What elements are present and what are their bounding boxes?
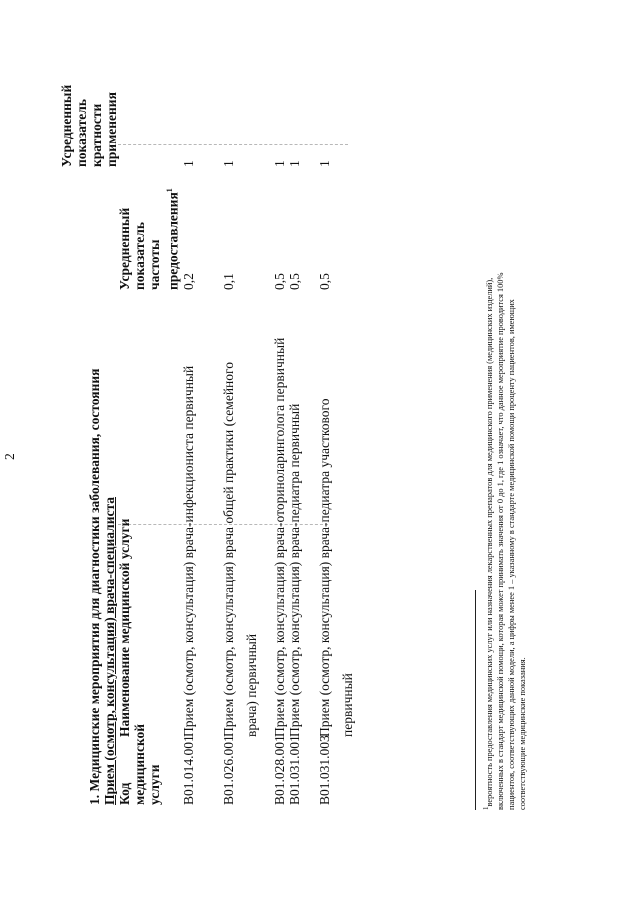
page-number: 2 [2, 453, 17, 460]
service-name: Прием (осмотр, консультация) врача-оториноларинголога первичный [272, 337, 287, 737]
service-name: Прием (осмотр, консультация) врача-инфекциониста первичный [181, 365, 196, 737]
service-code: B01.031.003 [317, 735, 332, 805]
service-code: B01.031.001 [287, 735, 302, 805]
service-code: B01.014.001 [181, 735, 196, 805]
multiplicity-value: 1 [181, 160, 196, 167]
frequency-value: 0,5 [317, 273, 332, 290]
header-multiplicity: Усредненный показатель кратности применения [59, 84, 119, 167]
footnote-marker: 1 [482, 806, 490, 810]
footnote-separator [475, 590, 476, 810]
service-code: B01.028.001 [272, 735, 287, 805]
multiplicity-value: 1 [221, 160, 236, 167]
service-name: Прием (осмотр, консультация) врача-педиатра участкового первичный [317, 398, 355, 737]
footnote-ref: 1 [165, 188, 174, 193]
header-frequency: Усредненный показатель частоты предоставления$^1$ [117, 188, 181, 290]
table-row [272, 735, 287, 805]
table-row [181, 735, 196, 805]
frequency-value: 0,1 [221, 273, 236, 290]
service-code: B01.026.001 [221, 735, 236, 805]
header-service-name: Наименование медицинской услуги [117, 518, 132, 737]
frequency-value: 0,5 [287, 273, 302, 290]
header-code: Код медицинской услуги [117, 723, 162, 805]
table-row [221, 735, 236, 805]
table-row [317, 735, 332, 805]
multiplicity-value: 1 [317, 160, 332, 167]
frequency-value: 0,5 [272, 273, 287, 290]
service-name: Прием (осмотр, консультация) врача-педиатра первичный [287, 403, 302, 737]
footnote: $^1$вероятность предоставления медицинских услуг или назначения лекарственных препаратов для медицинского применения (медицинских изделий), включенных в стандарт медицинской помощи, которая может принимать значения от 0 до 1, где 1 означает, что данное мероприятие проводится 100% пациентов, соответствующих данной модели, а цифры менее 1 – указанному в стандарте медицинской помощи проценту пациентов, имеющих соответствующие медицинские показания. [482, 272, 528, 810]
frequency-value: 0,2 [181, 273, 196, 290]
table-row [287, 735, 302, 805]
multiplicity-value: 1 [272, 160, 287, 167]
column-guide [118, 144, 348, 145]
multiplicity-value: 1 [287, 160, 302, 167]
subsection-title: Прием (осмотр, консультация) врача-специалиста [102, 496, 117, 805]
section-title: 1. Медицинские мероприятия для диагностики заболевания, состояния [87, 368, 102, 805]
service-name: Прием (осмотр, консультация) врача общей практики (семейного врача) первичный [221, 362, 259, 737]
